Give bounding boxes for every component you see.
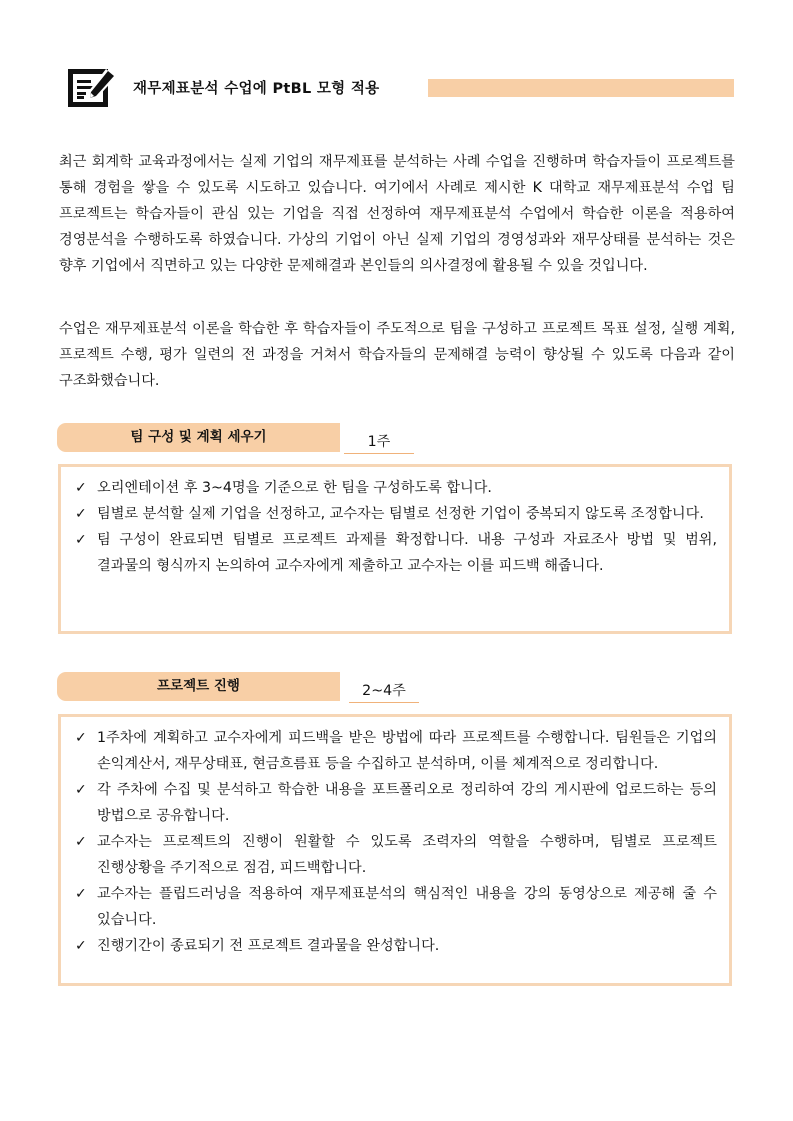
list-item-text: 각 주차에 수집 및 분석하고 학습한 내용을 포트폴리오로 정리하여 강의 게시판에 업로드하는 등의 방법으로 공유합니다. [97,782,717,824]
list-item-text: 교수자는 플립드러닝을 적용하여 재무제표분석의 핵심적인 내용을 강의 동영상으로 제공해 줄 수 있습니다. [97,886,717,928]
section-box-project-progress [58,714,732,986]
list-item [73,881,717,933]
list-item [73,725,717,777]
section-box-team-planning [58,464,732,634]
intro-paragraph-2: 수업은 재무제표분석 이론을 학습한 후 학습자들이 주도적으로 팀을 구성하고 프로젝트 목표 설정, 실행 계획, 프로젝트 수행, 평가 일련의 전 과정을 거쳐서 학습자들의 문제해결 능력이 향상될 수 있도록 다음과 같이 구조화했습니다. [59,321,735,389]
bullet-list [73,475,717,579]
intro-paragraph-1: 최근 회계학 교육과정에서는 실제 기업의 재무제표를 분석하는 사례 수업을 진행하며 학습자들이 프로젝트를 통해 경험을 쌓을 수 있도록 시도하고 있습니다. 여기에서 사례로 제시한 K 대학교 재무제표분석 수업 팀 프로젝트는 학습자들이 관심 있는 기업을 직접 선정하여 재무제표분석 수업에서 학습한 이론을 적용하여 경영분석을 수행하도록 하였습니다. 가상의 기업이 아닌 실제 기업의 경영성과와 재무상태를 분석하는 것은 향후 기업에서 직면하고 있는 다양한 문제해결과 본인들의 의사결정에 활용될 수 있을 것입니다. [59,154,735,274]
title-accent-bar [428,79,734,97]
list-item-text: 팀별로 분석할 실제 기업을 선정하고, 교수자는 팀별로 선정한 기업이 중복되지 않도록 조정합니다. [97,506,704,522]
check-mark-icon: ✓ [75,834,87,850]
list-item-text: 1주차에 계획하고 교수자에게 피드백을 받은 방법에 따라 프로젝트를 수행합니다. 팀원들은 기업의 손익계산서, 재무상태표, 현금흐름표 등을 수집하고 분석하며, 이를 체계적으로 정리합니다. [97,730,717,772]
list-item [73,527,717,579]
section-label-team-planning: 팀 구성 및 계획 세우기 [57,423,340,452]
check-mark-icon: ✓ [75,506,87,522]
list-item-text: 교수자는 프로젝트의 진행이 원활할 수 있도록 조력자의 역할을 수행하며, 팀별로 프로젝트 진행상황을 주기적으로 점검, 피드백합니다. [97,834,717,876]
check-mark-icon: ✓ [75,480,87,496]
list-item [73,829,717,881]
section-week-1: 1주 [344,431,414,454]
section-week-2-4: 2~4주 [349,680,419,703]
check-mark-icon: ✓ [75,938,87,954]
check-mark-icon: ✓ [75,730,87,746]
bullet-list [73,725,717,959]
edit-document-icon [66,65,120,111]
list-item-text: 팀 구성이 완료되면 팀별로 프로젝트 과제를 확정합니다. 내용 구성과 자료조사 방법 및 범위, 결과물의 형식까지 논의하여 교수자에게 제출하고 교수자는 이를 피드백 해줍니다. [97,532,717,574]
check-mark-icon: ✓ [75,532,87,548]
page-title: 재무제표분석 수업에 PtBL 모형 적용 [133,81,380,97]
check-mark-icon: ✓ [75,782,87,798]
section-label-project-progress: 프로젝트 진행 [57,672,340,701]
list-item [73,933,717,959]
list-item [73,501,717,527]
list-item [73,475,717,501]
check-mark-icon: ✓ [75,886,87,902]
list-item [73,777,717,829]
list-item-text: 진행기간이 종료되기 전 프로젝트 결과물을 완성합니다. [97,938,440,954]
list-item-text: 오리엔테이션 후 3~4명을 기준으로 한 팀을 구성하도록 합니다. [97,480,492,496]
